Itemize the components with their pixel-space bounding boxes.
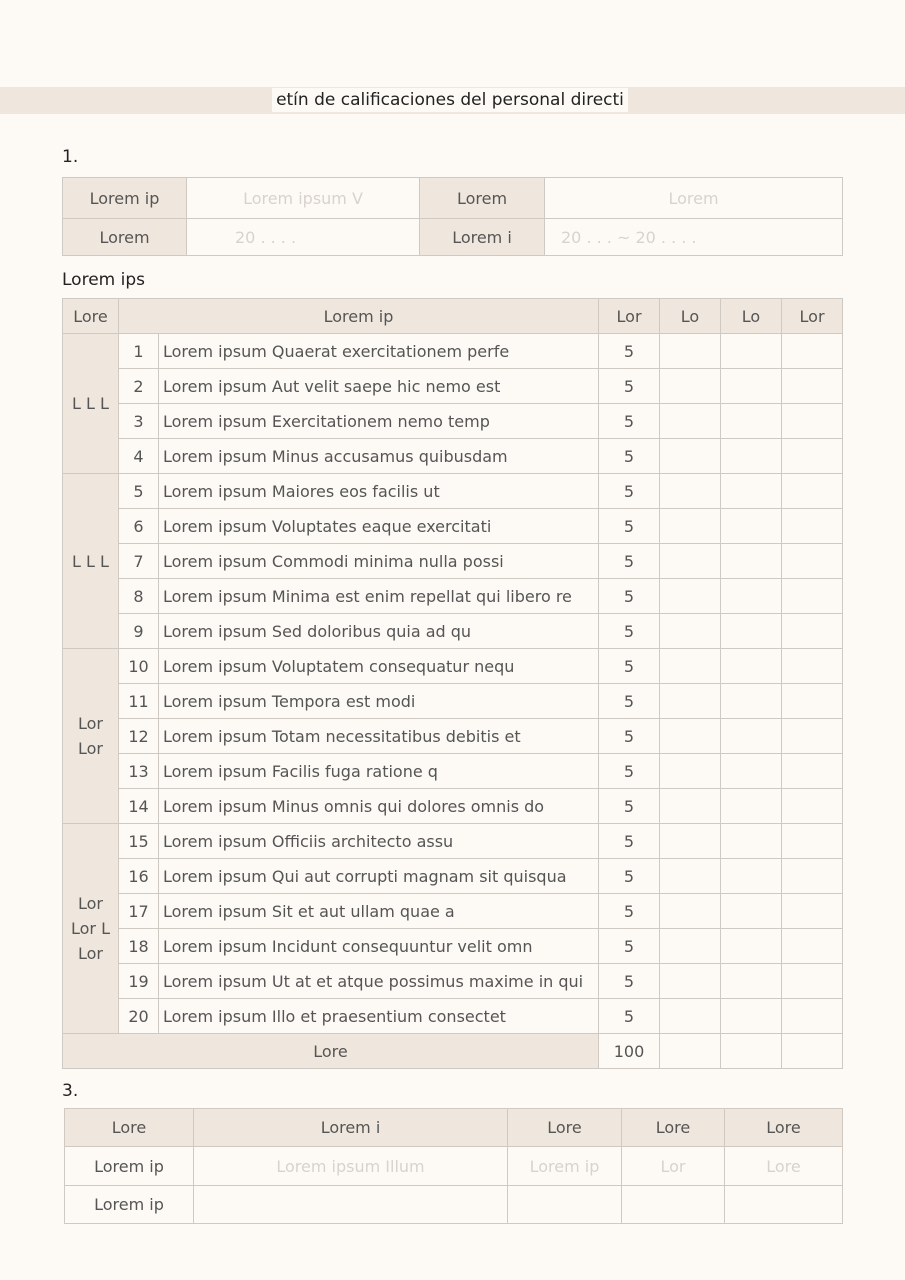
item-number: 7 — [119, 544, 159, 579]
item-text: Lorem ipsum Totam necessitatibus debitis et — [159, 719, 599, 754]
score-input-3[interactable] — [782, 509, 843, 544]
summary-row-1-cell-4[interactable]: Lore — [725, 1147, 843, 1186]
table-row — [63, 684, 843, 719]
score-input-1[interactable] — [660, 754, 721, 789]
score-input-1[interactable] — [660, 544, 721, 579]
item-text: Lorem ipsum Tempora est modi — [159, 684, 599, 719]
header-category: Lore — [63, 299, 119, 334]
item-text: Lorem ipsum Facilis fuga ratione q — [159, 754, 599, 789]
score-input-2[interactable] — [721, 649, 782, 684]
item-max-score: 5 — [599, 544, 660, 579]
score-input-2[interactable] — [721, 824, 782, 859]
info-value-a[interactable]: Lorem ipsum V — [187, 178, 420, 219]
total-value: 100 — [599, 1034, 660, 1069]
item-number: 6 — [119, 509, 159, 544]
score-input-2[interactable] — [721, 754, 782, 789]
info-value-d[interactable]: 20 . . . ~ 20 . . . . — [545, 219, 843, 256]
score-input-2[interactable] — [721, 334, 782, 369]
item-max-score: 5 — [599, 719, 660, 754]
item-number: 2 — [119, 369, 159, 404]
item-text: Lorem ipsum Voluptates eaque exercitati — [159, 509, 599, 544]
item-max-score: 5 — [599, 894, 660, 929]
section-1-label: 1. — [62, 147, 79, 167]
item-max-score: 5 — [599, 439, 660, 474]
score-input-3[interactable] — [782, 614, 843, 649]
score-input-2[interactable] — [721, 544, 782, 579]
category-cell: Lor Lor L Lor — [63, 824, 119, 1034]
summary-row-2-cell-4[interactable] — [725, 1186, 843, 1224]
item-text: Lorem ipsum Illo et praesentium consectet — [159, 999, 599, 1034]
table-row — [63, 439, 843, 474]
score-input-3[interactable] — [782, 649, 843, 684]
header-max-score: Lor — [599, 299, 660, 334]
score-input-2[interactable] — [721, 369, 782, 404]
item-text: Lorem ipsum Incidunt consequuntur velit omn — [159, 929, 599, 964]
item-max-score: 5 — [599, 369, 660, 404]
score-input-3[interactable] — [782, 439, 843, 474]
score-table — [62, 298, 843, 1069]
item-number: 3 — [119, 404, 159, 439]
score-input-3[interactable] — [782, 404, 843, 439]
section-3-label: 3. — [62, 1081, 79, 1101]
item-max-score: 5 — [599, 404, 660, 439]
table-row — [63, 579, 843, 614]
score-input-3[interactable] — [782, 369, 843, 404]
item-max-score: 5 — [599, 579, 660, 614]
score-input-1[interactable] — [660, 509, 721, 544]
table-row — [63, 369, 843, 404]
page-title: etín de calificaciones del personal directi — [272, 88, 628, 112]
summary-table — [64, 1108, 843, 1224]
score-input-2[interactable] — [721, 719, 782, 754]
score-input-2[interactable] — [721, 614, 782, 649]
item-max-score: 5 — [599, 999, 660, 1034]
item-text: Lorem ipsum Minus omnis qui dolores omnis do — [159, 789, 599, 824]
header-score-1: Lo — [660, 299, 721, 334]
total-score-1[interactable] — [660, 1034, 721, 1069]
total-row — [63, 1034, 843, 1069]
summary-row-2-cell-1[interactable] — [194, 1186, 508, 1224]
category-cell: Lor Lor — [63, 649, 119, 824]
item-number: 4 — [119, 439, 159, 474]
table-row — [63, 789, 843, 824]
item-max-score: 5 — [599, 754, 660, 789]
score-input-3[interactable] — [782, 999, 843, 1034]
item-max-score: 5 — [599, 684, 660, 719]
score-input-1[interactable] — [660, 579, 721, 614]
score-input-3[interactable] — [782, 824, 843, 859]
item-text: Lorem ipsum Exercitationem nemo temp — [159, 404, 599, 439]
summary-row-2-cell-3[interactable] — [622, 1186, 725, 1224]
info-label-b: Lorem — [420, 178, 545, 219]
summary-row-2-label: Lorem ip — [65, 1186, 194, 1224]
score-input-3[interactable] — [782, 754, 843, 789]
table-row — [63, 859, 843, 894]
score-input-1[interactable] — [660, 334, 721, 369]
info-table — [62, 177, 843, 256]
score-input-1[interactable] — [660, 859, 721, 894]
score-input-2[interactable] — [721, 999, 782, 1034]
item-number: 8 — [119, 579, 159, 614]
item-text: Lorem ipsum Ut at et atque possimus maxime in qui — [159, 964, 599, 999]
summary-row-1-cell-2[interactable]: Lorem ip — [508, 1147, 622, 1186]
item-number: 20 — [119, 999, 159, 1034]
item-max-score: 5 — [599, 789, 660, 824]
item-number: 19 — [119, 964, 159, 999]
item-max-score: 5 — [599, 474, 660, 509]
summary-header-2: Lorem i — [194, 1109, 508, 1147]
header-item: Lorem ip — [119, 299, 599, 334]
score-input-1[interactable] — [660, 789, 721, 824]
score-input-1[interactable] — [660, 404, 721, 439]
item-number: 12 — [119, 719, 159, 754]
score-input-3[interactable] — [782, 789, 843, 824]
score-input-2[interactable] — [721, 404, 782, 439]
item-max-score: 5 — [599, 929, 660, 964]
item-text: Lorem ipsum Maiores eos facilis ut — [159, 474, 599, 509]
item-number: 1 — [119, 334, 159, 369]
total-score-3[interactable] — [782, 1034, 843, 1069]
score-input-1[interactable] — [660, 824, 721, 859]
table-row — [63, 649, 843, 684]
table-row — [63, 824, 843, 859]
item-number: 15 — [119, 824, 159, 859]
score-input-3[interactable] — [782, 859, 843, 894]
score-input-1[interactable] — [660, 719, 721, 754]
table-row — [63, 404, 843, 439]
score-input-2[interactable] — [721, 894, 782, 929]
score-input-3[interactable] — [782, 544, 843, 579]
score-input-3[interactable] — [782, 894, 843, 929]
score-input-1[interactable] — [660, 684, 721, 719]
score-input-3[interactable] — [782, 474, 843, 509]
summary-header-3: Lore — [508, 1109, 622, 1147]
item-number: 14 — [119, 789, 159, 824]
item-number: 13 — [119, 754, 159, 789]
item-number: 18 — [119, 929, 159, 964]
summary-header-1: Lore — [65, 1109, 194, 1147]
score-input-1[interactable] — [660, 474, 721, 509]
item-text: Lorem ipsum Quaerat exercitationem perfe — [159, 334, 599, 369]
table-row — [63, 544, 843, 579]
score-input-2[interactable] — [721, 929, 782, 964]
info-value-b[interactable]: Lorem — [545, 178, 843, 219]
item-text: Lorem ipsum Sed doloribus quia ad qu — [159, 614, 599, 649]
score-input-3[interactable] — [782, 579, 843, 614]
item-text: Lorem ipsum Officiis architecto assu — [159, 824, 599, 859]
score-input-2[interactable] — [721, 474, 782, 509]
item-number: 11 — [119, 684, 159, 719]
summary-row-2-cell-2[interactable] — [508, 1186, 622, 1224]
summary-row-1-cell-1[interactable]: Lorem ipsum Illum — [194, 1147, 508, 1186]
summary-header-5: Lore — [725, 1109, 843, 1147]
score-input-2[interactable] — [721, 684, 782, 719]
item-text: Lorem ipsum Minus accusamus quibusdam — [159, 439, 599, 474]
summary-row-1-cell-3[interactable]: Lor — [622, 1147, 725, 1186]
header-score-2: Lo — [721, 299, 782, 334]
score-input-2[interactable] — [721, 964, 782, 999]
table-row — [63, 929, 843, 964]
score-input-1[interactable] — [660, 999, 721, 1034]
item-text: Lorem ipsum Aut velit saepe hic nemo est — [159, 369, 599, 404]
score-input-2[interactable] — [721, 509, 782, 544]
item-number: 10 — [119, 649, 159, 684]
item-number: 9 — [119, 614, 159, 649]
score-input-1[interactable] — [660, 369, 721, 404]
item-text: Lorem ipsum Voluptatem consequatur nequ — [159, 649, 599, 684]
score-input-1[interactable] — [660, 929, 721, 964]
table-row — [63, 614, 843, 649]
info-label-d: Lorem i — [420, 219, 545, 256]
total-label: Lore — [63, 1034, 599, 1069]
score-input-2[interactable] — [721, 439, 782, 474]
item-text: Lorem ipsum Sit et aut ullam quae a — [159, 894, 599, 929]
score-input-1[interactable] — [660, 439, 721, 474]
summary-row-1-label: Lorem ip — [65, 1147, 194, 1186]
section-2-label: Lorem ips — [62, 270, 145, 290]
score-input-1[interactable] — [660, 649, 721, 684]
score-input-2[interactable] — [721, 579, 782, 614]
table-row — [63, 474, 843, 509]
table-row — [63, 719, 843, 754]
category-cell: L L L — [63, 334, 119, 474]
summary-header-4: Lore — [622, 1109, 725, 1147]
table-row — [63, 334, 843, 369]
total-score-2[interactable] — [721, 1034, 782, 1069]
score-input-3[interactable] — [782, 334, 843, 369]
table-row — [63, 999, 843, 1034]
item-text: Lorem ipsum Commodi minima nulla possi — [159, 544, 599, 579]
score-input-3[interactable] — [782, 964, 843, 999]
item-max-score: 5 — [599, 859, 660, 894]
item-text: Lorem ipsum Qui aut corrupti magnam sit quisqua — [159, 859, 599, 894]
score-input-1[interactable] — [660, 614, 721, 649]
score-input-2[interactable] — [721, 789, 782, 824]
item-max-score: 5 — [599, 614, 660, 649]
item-max-score: 5 — [599, 824, 660, 859]
score-input-1[interactable] — [660, 894, 721, 929]
score-input-2[interactable] — [721, 859, 782, 894]
score-input-3[interactable] — [782, 719, 843, 754]
item-number: 5 — [119, 474, 159, 509]
item-max-score: 5 — [599, 964, 660, 999]
item-number: 16 — [119, 859, 159, 894]
header-score-3: Lor — [782, 299, 843, 334]
score-input-1[interactable] — [660, 964, 721, 999]
item-max-score: 5 — [599, 649, 660, 684]
table-row — [63, 754, 843, 789]
item-text: Lorem ipsum Minima est enim repellat qui libero re — [159, 579, 599, 614]
category-cell: L L L — [63, 474, 119, 649]
item-max-score: 5 — [599, 509, 660, 544]
score-input-3[interactable] — [782, 684, 843, 719]
info-label-c: Lorem — [63, 219, 187, 256]
score-input-3[interactable] — [782, 929, 843, 964]
table-row — [63, 509, 843, 544]
info-label-a: Lorem ip — [63, 178, 187, 219]
item-max-score: 5 — [599, 334, 660, 369]
item-number: 17 — [119, 894, 159, 929]
table-row — [63, 894, 843, 929]
table-row — [63, 964, 843, 999]
info-value-c[interactable]: 20 . . . . — [187, 219, 420, 256]
